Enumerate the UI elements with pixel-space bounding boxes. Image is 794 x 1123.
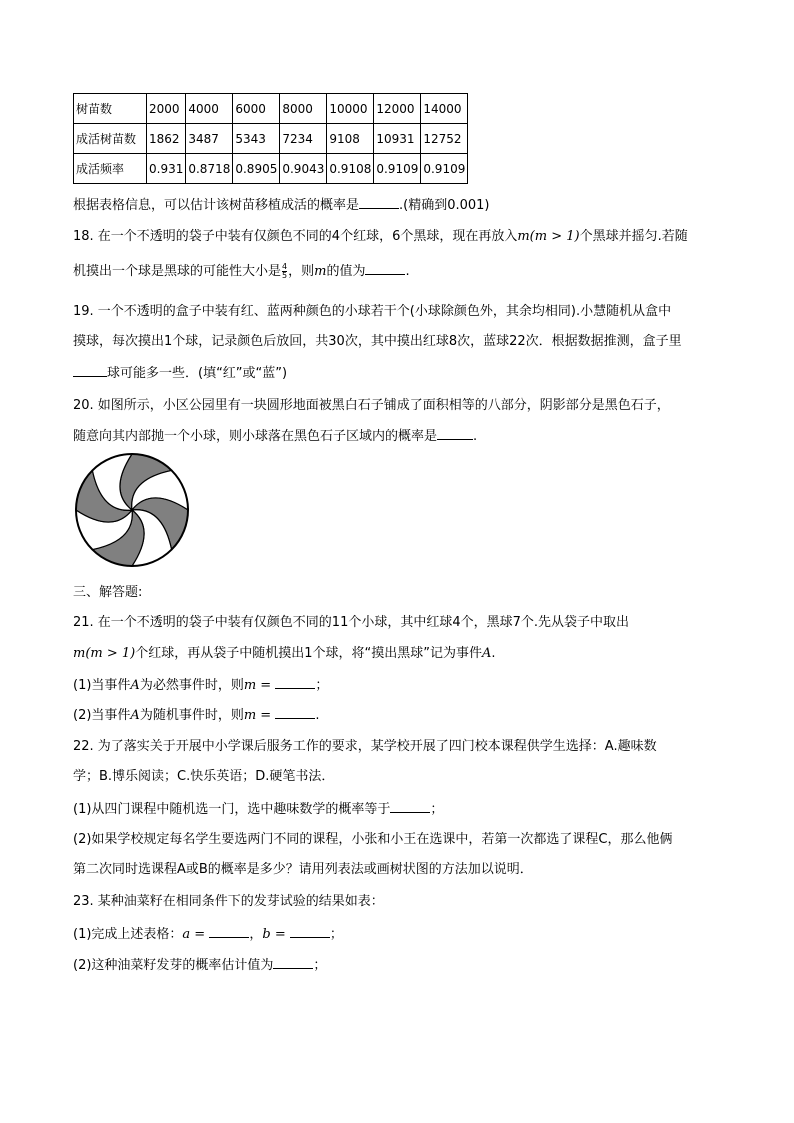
q21-text: . [491,646,496,661]
q21-text: . [315,708,320,723]
answer-blank[interactable] [437,427,473,440]
q19-line2: 摸球，每次摸出1个球，记录颜色后放回，共30次，其中摸出红球8次，蓝球22次．根据数据推测，盒子里 [73,334,682,349]
table-cell: 12752 [421,124,468,154]
answer-blank[interactable] [209,925,249,938]
q21-text: (2)当事件 [73,708,131,723]
pinwheel-circle-figure [74,452,190,568]
q21-line2 [73,645,496,663]
table-cell: 14000 [421,94,468,124]
q23-sub1 [73,925,343,944]
q21-line1: 21. 在一个不透明的袋子中装有仅颜色不同的11个小球，其中红球4个，黑球7个.先从袋子中取出 [73,615,630,630]
row-header: 成活频率 [74,154,147,184]
table-cell: 0.9109 [421,154,468,184]
q23-sub2 [73,956,326,975]
q20-text: . [473,429,478,444]
q20-text: 随意向其内部抛一个小球，则小球落在黑色石子区域内的概率是 [73,429,438,444]
q21-text: 为必然事件时，则 [139,678,244,693]
q22-line1: 22. 为了落实关于开展中小学课后服务工作的要求，某学校开展了四门校本课程供学生选择：A.趣味数 [73,739,657,754]
q21-text: ； [315,678,329,693]
table-cell: 0.931 [147,154,186,184]
q19-line1: 19. 一个不透明的盒子中装有红、蓝两种颜色的小球若干个(小球除颜色外，其余均相同).小慧随机从盒中 [73,304,672,319]
q21-variable: m = [243,678,272,693]
q22-line2: 学；B.博乐阅读；C.快乐英语；D.硬笔书法． [73,769,335,784]
q21-sub1 [73,676,328,695]
pinwheel-shapes [76,454,188,566]
table-cell: 1862 [147,124,186,154]
q23-text: ； [329,927,343,942]
q18-line2 [73,262,410,281]
q18-text: ，则 [288,264,315,279]
table-cell: 4000 [186,94,233,124]
answer-blank[interactable] [275,676,315,689]
q17-text-a: 根据表格信息，可以估计该树苗移植成活的概率是 [73,198,360,213]
table-cell: 2000 [147,94,186,124]
q22-text: ； [430,802,444,817]
table-cell: 0.8905 [233,154,280,184]
table-cell: 10000 [327,94,374,124]
q22-sub1 [73,800,443,819]
survival-table [73,93,468,184]
table-cell: 12000 [374,94,421,124]
q21-text: 个红球，再从袋子中随机摸出1个球，将“摸出黑球”记为事件 [135,646,482,661]
q19-line3 [73,364,287,383]
q21-variable: A [481,646,492,661]
q18-text: . [405,264,410,279]
q18-text: 个黑球并摇匀.若随 [579,229,688,244]
table-cell: 5343 [233,124,280,154]
q18-text: 18. 在一个不透明的袋子中装有仅颜色不同的4个红球，6个黑球，现在再放入 [73,229,518,244]
answer-blank[interactable] [73,364,107,377]
table-cell: 0.9043 [280,154,327,184]
fraction-numerator: 4 [282,262,288,271]
answer-blank[interactable] [290,925,330,938]
q22-sub2-line1: (2)如果学校规定每名学生要选两门不同的课程，小张和小王在选课中，若第一次都选了课程C，那么他俩 [73,832,673,847]
q23-line1: 23. 某种油菜籽在相同条件下的发芽试验的结果如表： [73,894,384,909]
q17-text [73,196,490,215]
answer-blank[interactable] [365,262,405,275]
q18-variable: m(m > 1) [517,229,580,244]
answer-blank[interactable] [359,196,399,209]
table-cell: 8000 [280,94,327,124]
table-cell: 9108 [327,124,374,154]
table-row [74,154,468,184]
fraction [282,263,287,280]
q20-line2 [73,427,477,446]
q22-sub2-line2: 第二次同时选课程A或B的概率是多少？请用列表法或画树状图的方法加以说明． [73,862,533,877]
q23-text: ； [313,958,327,973]
table-cell: 0.8718 [186,154,233,184]
q23-variable: a = [182,927,206,942]
q21-variable: m(m > 1) [73,646,136,661]
table-cell: 0.9108 [327,154,374,184]
table-cell: 3487 [186,124,233,154]
q21-sub2 [73,706,319,725]
q21-variable: m = [243,708,272,723]
q17-text-b: .(精确到0.001) [399,198,490,213]
q18-variable: m [314,264,327,279]
q21-text: (1)当事件 [73,678,131,693]
answer-blank[interactable] [275,706,315,719]
table-row [74,124,468,154]
q18-text: 机摸出一个球是黑球的可能性大小是 [73,264,282,279]
q18-line1 [73,228,688,246]
q21-variable: A [130,708,140,723]
row-header: 成活树苗数 [74,124,147,154]
q21-variable: A [130,678,140,693]
q21-text: 为随机事件时，则 [139,708,244,723]
q18-text: 的值为 [326,264,366,279]
q23-variable: b = [262,927,286,942]
table-cell: 0.9109 [374,154,421,184]
answer-blank[interactable] [273,956,313,969]
table-cell: 7234 [280,124,327,154]
q23-text: (2)这种油菜籽发芽的概率估计值为 [73,958,274,973]
table-cell: 10931 [374,124,421,154]
q19-text: 球可能多一些．(填“红”或“蓝”) [107,366,288,381]
q22-text: (1)从四门课程中随机选一门，选中趣味数学的概率等于 [73,802,391,817]
q23-text: (1)完成上述表格： [73,927,183,942]
q23-text: ， [249,927,263,942]
row-header: 树苗数 [74,94,147,124]
answer-blank[interactable] [390,800,430,813]
q20-line1: 20. 如图所示，小区公园里有一块圆形地面被黑白石子铺成了面积相等的八部分，阴影部分是黑色石子， [73,398,670,413]
table-row [74,94,468,124]
table-cell: 6000 [233,94,280,124]
section-heading: 三、解答题: [73,585,143,600]
fraction-denominator: 5 [282,271,288,280]
